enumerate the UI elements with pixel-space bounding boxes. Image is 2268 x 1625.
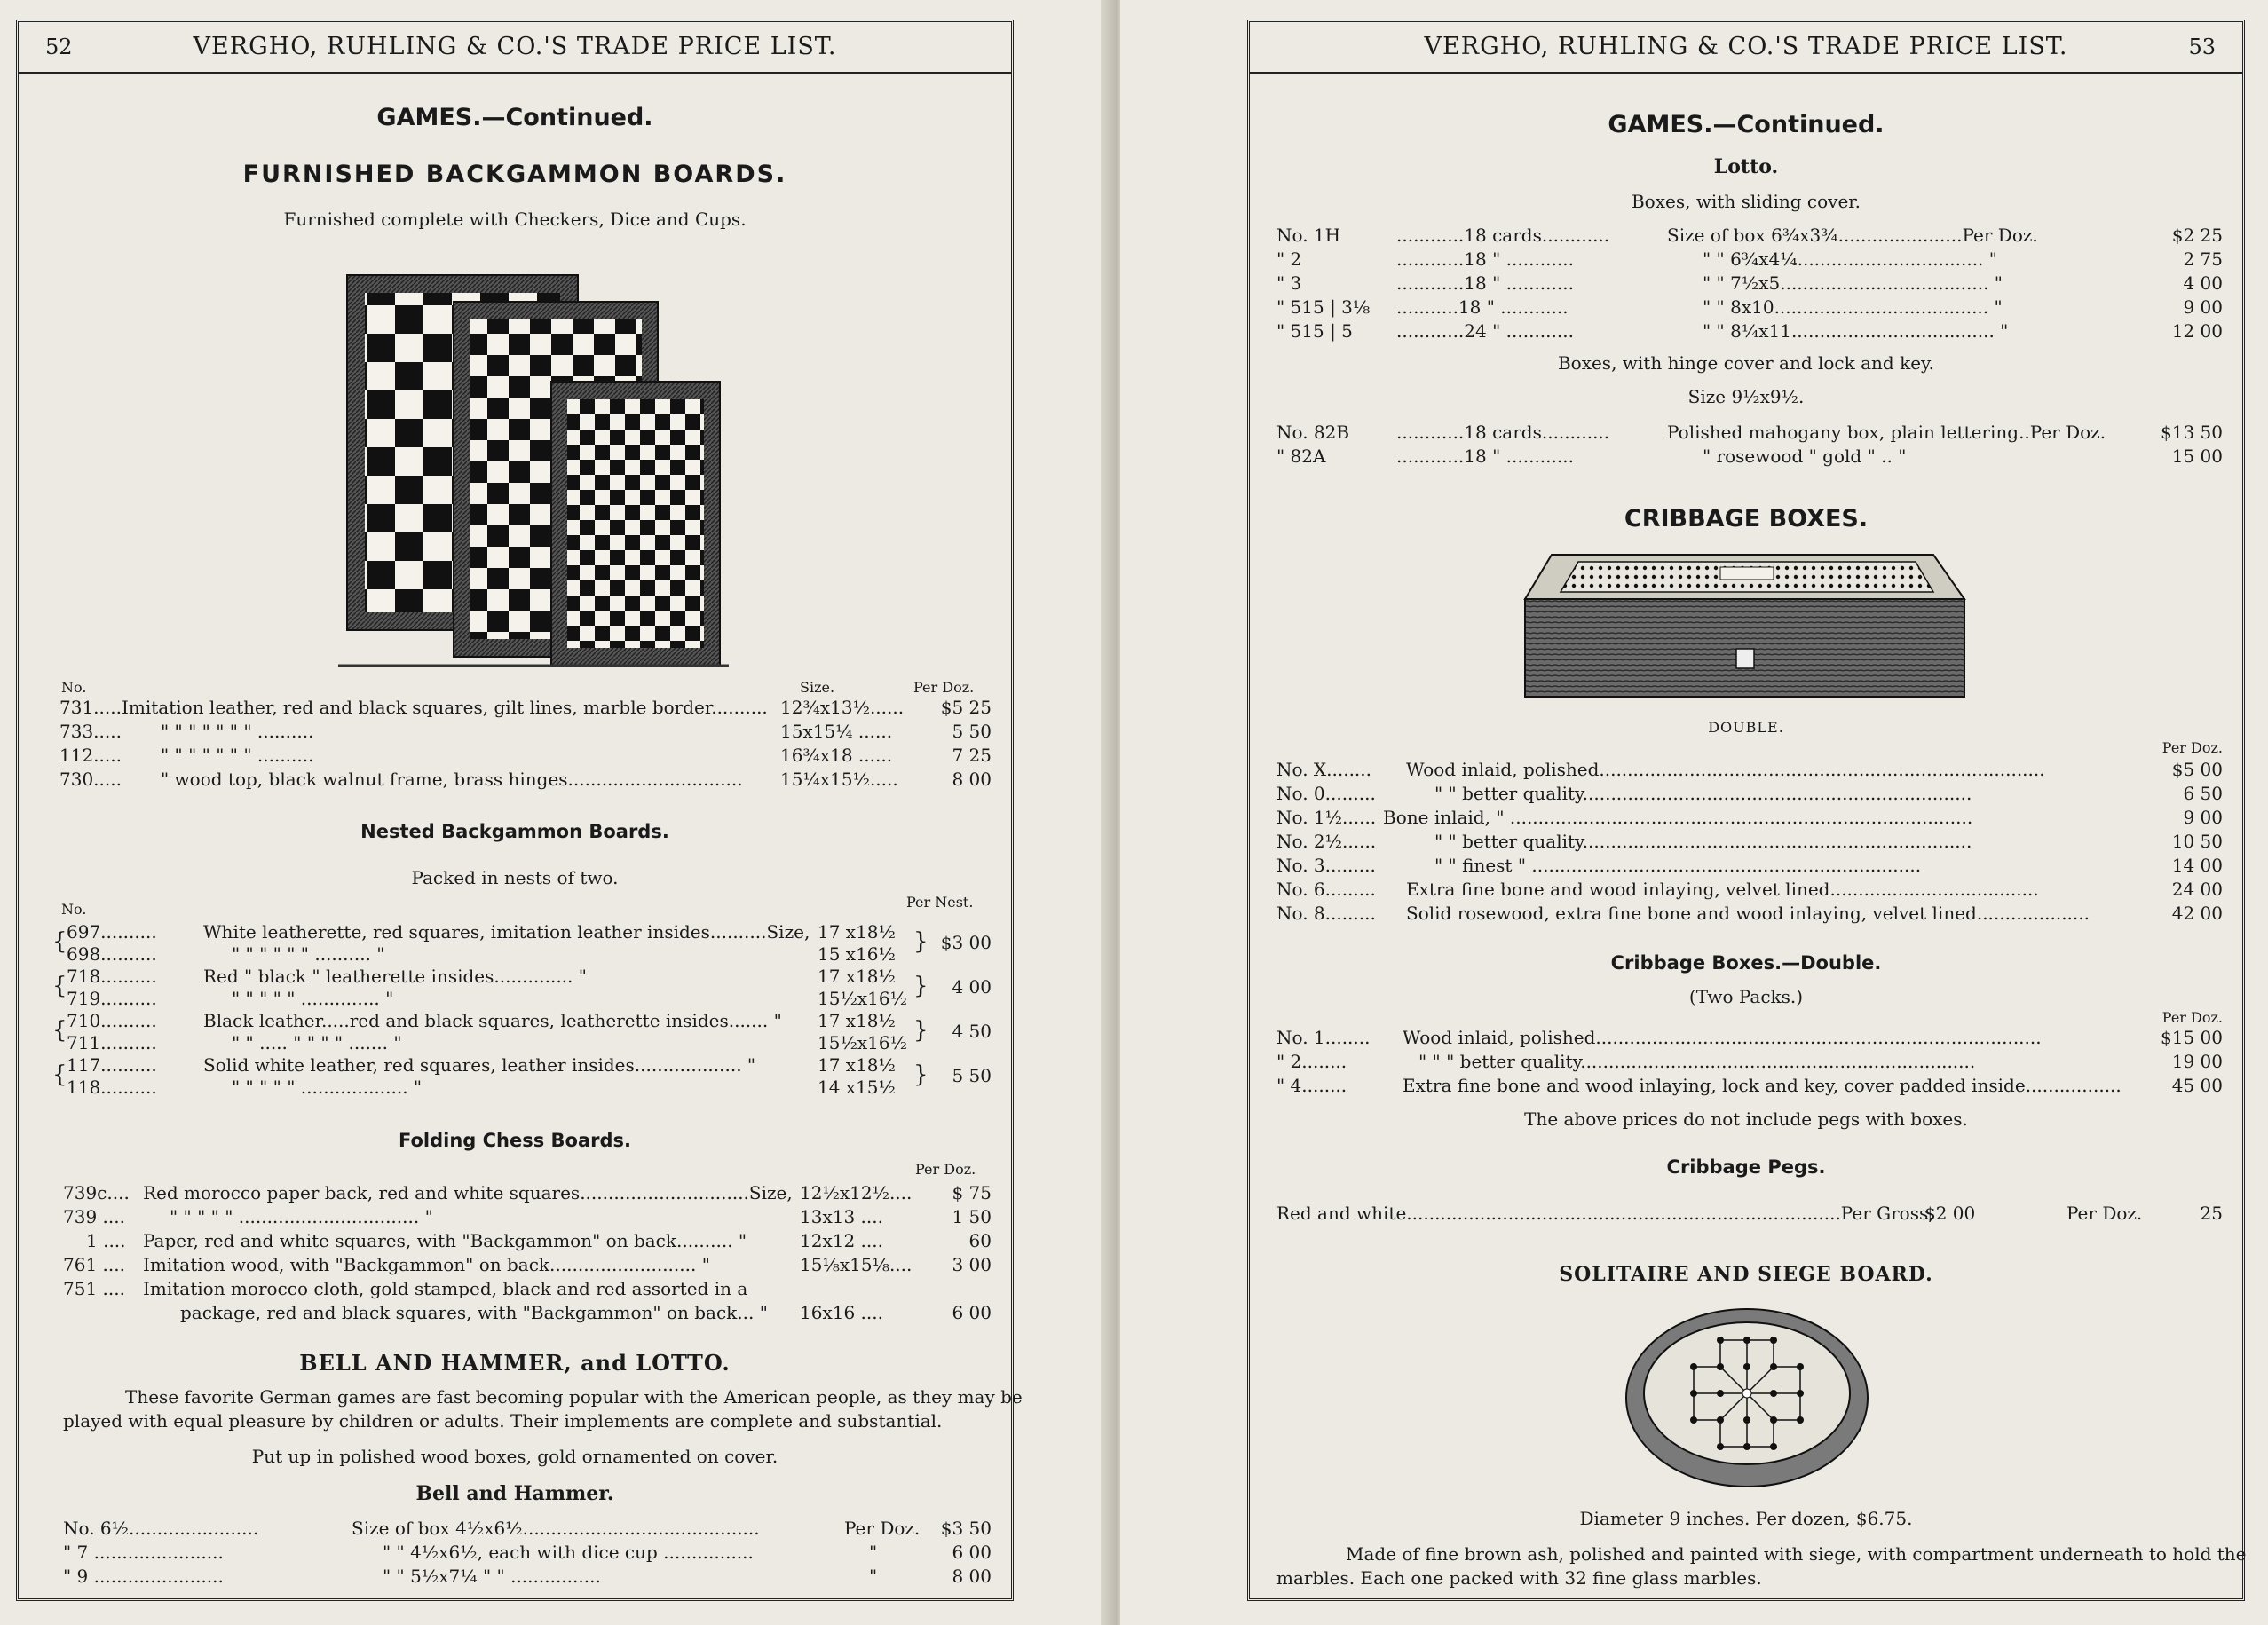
nested-title: Nested Backgammon Boards. bbox=[360, 821, 669, 842]
left-page bbox=[0, 0, 1114, 1625]
nested-col-price: Per Nest. bbox=[906, 894, 974, 911]
left-header bbox=[19, 22, 1011, 74]
lotto-title: Lotto. bbox=[1713, 155, 1779, 178]
pegs-desc: Red and white.............................................................................Per Gross, bbox=[1276, 1203, 1934, 1224]
bell-intro-line-1: These favorite German games are fast becoming popular with the American people, as they may be bbox=[125, 1386, 1023, 1408]
bell-intro-line-3: Put up in polished wood boxes, gold ornamented on cover. bbox=[251, 1446, 778, 1467]
right-page bbox=[1120, 0, 2268, 1625]
bell-intro-line-2: played with equal pleasure by children or adults. Their implements are complete and substantial. bbox=[63, 1410, 943, 1432]
backgammon-col-size: Size. bbox=[800, 679, 835, 696]
cribbage-double-title: Cribbage Boxes.—Double. bbox=[1610, 952, 1882, 974]
pegs-price: 25 bbox=[2200, 1203, 2223, 1224]
lotto-size: Size 9½x9½. bbox=[1687, 386, 1805, 407]
left-page-number: 52 bbox=[45, 35, 73, 59]
solitaire-desc-line-1: Made of fine brown ash, polished and painted with siege, with compartment underneath to hold the bbox=[1346, 1543, 2247, 1565]
pegs-title: Cribbage Pegs. bbox=[1666, 1156, 1826, 1178]
bell-lotto-title: BELL AND HAMMER, and LOTTO. bbox=[299, 1350, 731, 1376]
solitaire-caption: Diameter 9 inches. Per dozen, $6.75. bbox=[1579, 1508, 1913, 1529]
backgammon-title: FURNISHED BACKGAMMON BOARDS. bbox=[242, 161, 787, 188]
right-header bbox=[1250, 22, 2242, 74]
left-section-title: GAMES.—Continued. bbox=[376, 104, 653, 131]
right-page-number: 53 bbox=[2188, 35, 2216, 59]
nested-subtitle: Packed in nests of two. bbox=[411, 867, 619, 888]
cribbage-double-subtitle: (Two Packs.) bbox=[1688, 986, 1804, 1007]
backgammon-subtitle: Furnished complete with Checkers, Dice and Cups. bbox=[283, 209, 747, 230]
chess-title: Folding Chess Boards. bbox=[398, 1130, 632, 1151]
cribbage-double-col-price: Per Doz. bbox=[2161, 1009, 2223, 1026]
left-header-title: VERGHO, RUHLING & CO.'S TRADE PRICE LIST. bbox=[193, 33, 837, 60]
cribbage-caption: DOUBLE. bbox=[1708, 719, 1784, 736]
solitaire-title: SOLITAIRE AND SIEGE BOARD. bbox=[1559, 1263, 1933, 1286]
left-page-frame: 52 VERGHO, RUHLING & CO.'S TRADE PRICE LIST. GAMES.—Continued. FURNISHED BACKGAMMON BOARDS. Furnished complete with Checkers, Dice and Cups. No. Size. Per Doz. 731..... Imitation leather, red and black squares, gilt lines, marble border.......... 12¾x13½...... $5 25 733..... " " " " " " " .......... 15x15¼ ...... 5 50 112..... " " " " " " " .......... 16¾x18 ...... 7 25 730..... " wood top, black walnut frame, brass hinges............................... 15¼x15½..... 8 00 Nested Backgammon Boards. Packed in nests of two. No. Per Nest. { 697.......... White leatherette, red squares, imitation leather insides..........Size, 17 x18½ 698.......... " " " " " " .......... " 15 x16½ } $3 00 { 718.......... Red " black " leatherette insides.............. " 17 x18½ 719.......... " " " " " .............. " 15½x16½ } 4 00 { 710.......... Black leather.....red and black squares, leatherette insides....... " 17 x18½ 711.......... " " ..... " " " " ....... " 15½x16½ } 4 50 { 117.......... Solid white leather, red squares, leather insides................... " 17 x18½ 118.......... " " " " " ................... " 14 x15½ } 5 50 Folding Chess Boards. Per Doz. 739c.... Red morocco paper back, red and white squares..............................Size, 12½x12½.... $ 75 739 .... " " " " " ................................ " 13x13 .... 1 50 1 .... Paper, red and white squares, with "Backgammon" on back.......... " 12x12 .... 60 761 .... Imitation wood, with "Backgammon" on back.......................... " 15⅛x15⅛.... 3 00 751 .... Imitation morocco cloth, gold stamped, black and red assorted in a package, red and black squares, with "Backgammon" on back... " 16x16 .... 6 00 BELL AND HAMMER, and LOTTO. These favorite German games are fast becoming popular with the American people, as they may be played with equal pleasure by children or adults. Their implements are complete and substantial. Put up in polished wood boxes, gold ornamented on cover. Bell and Hammer. No. 6½....................... Size of box 4½x6½.......................................... Per Doz. $3 50 " 7 ....................... " " 4½x6½, each with dice cup ................ " 6 00 " 9 ....................... " " 5½x7¼ " " ................ " 8 00 bbox=[16, 20, 1014, 1601]
cribbage-note: The above prices do not include pegs with boxes. bbox=[1524, 1108, 1968, 1130]
cribbage-title: CRIBBAGE BOXES. bbox=[1624, 505, 1869, 532]
pegs-gross-price: $2 00 bbox=[1924, 1203, 1976, 1224]
cribbage-col-price: Per Doz. bbox=[2161, 739, 2223, 756]
right-page-frame: VERGHO, RUHLING & CO.'S TRADE PRICE LIST. 53 GAMES.—Continued. Lotto. Boxes, with sliding cover. No. 1H ............18 cards............ Size of box 6¾x3¾......................Per Doz. $2 25 " 2 ............18 " ............ " " 6¾x4¼................................. " 2 75 " 3 ............18 " ............ " " 7½x5..................................... " 4 00 " 515 | 3⅛ ...........18 " ............ " " 8x10...................................... " 9 00 " 515 | 5 ............24 " ............ " " 8¼x11.................................... " 12 00 Boxes, with hinge cover and lock and key. Size 9½x9½. No. 82B ............18 cards............ Polished mahogany box, plain lettering..Per Doz. $13 50 " 82A ............18 " ............ " rosewood " gold " .. " 15 00 CRIBBAGE BOXES. DOUBLE. Per Doz. No. X........ Wood inlaid, polished............................................................................... $5 00 No. 0......... " " better quality..................................................................... 6 50 No. 1½...... Bone inlaid, " .................................................................................. 9 00 No. 2½...... " " better quality..................................................................... 10 50 No. 3......... " " finest " ..................................................................... 14 00 No. 6......... Extra fine bone and wood inlaying, velvet lined..................................... 24 00 No. 8......... Solid rosewood, extra fine bone and wood inlaying, velvet lined.................... 42 00 Cribbage Boxes.—Double. (Two Packs.) Per Doz. No. 1........ Wood inlaid, polished............................................................................... $15 00 " 2........ " " " better quality...................................................................... 19 00 " 4........ Extra fine bone and wood inlaying, lock and key, cover padded inside................. 45 00 The above prices do not include pegs with boxes. Cribbage Pegs. Red and white.............................................................................Per Gross, $2 00 Per Doz. 25 SOLITAIRE AND SIEGE BOARD. Diameter 9 inches. Per dozen, $6.75. Made of fine brown ash, polished and painted with siege, with compartment underneath to hold the marbles. Each one packed with 32 fine glass marbles. bbox=[1247, 20, 2245, 1601]
chess-col-price: Per Doz. bbox=[915, 1161, 976, 1178]
backgammon-col-price: Per Doz. bbox=[913, 679, 975, 696]
backgammon-boards-illustration bbox=[338, 248, 729, 674]
cribbage-box-illustration bbox=[1516, 546, 1978, 706]
pegs-unit: Per Doz. bbox=[2066, 1203, 2143, 1224]
right-header-title: VERGHO, RUHLING & CO.'S TRADE PRICE LIST. bbox=[1424, 33, 2068, 60]
right-section-title: GAMES.—Continued. bbox=[1608, 111, 1885, 138]
backgammon-col-no: No. bbox=[61, 679, 87, 696]
bell-hammer-subtitle: Bell and Hammer. bbox=[415, 1482, 614, 1505]
solitaire-desc-line-2: marbles. Each one packed with 32 fine glass marbles. bbox=[1276, 1567, 1762, 1589]
solitaire-board-illustration bbox=[1623, 1305, 1871, 1491]
nested-col-no: No. bbox=[61, 901, 87, 918]
lotto-subtitle: Boxes, with sliding cover. bbox=[1631, 191, 1861, 212]
lotto-subtitle-hinge: Boxes, with hinge cover and lock and key. bbox=[1557, 352, 1935, 374]
